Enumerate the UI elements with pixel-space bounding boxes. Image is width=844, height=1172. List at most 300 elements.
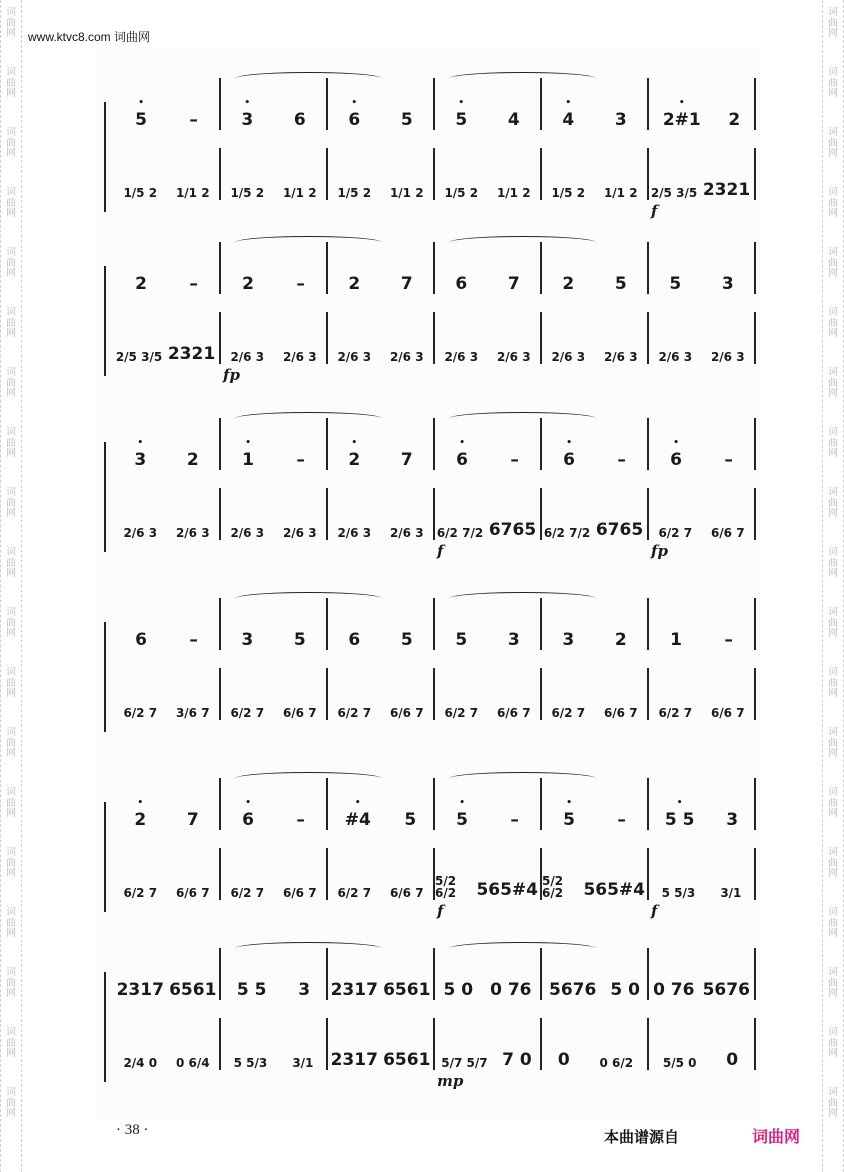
chord-group: 5 5/3 [233,1056,268,1071]
side-watermark-group [1,480,21,540]
note: 3 [241,630,254,650]
slur-mark [235,592,382,605]
side-watermark-char: 网 [828,988,838,999]
dynamic-marking: f [651,202,658,220]
accompaniment-line [102,488,760,540]
chord-group: 2/6 3 [658,350,693,365]
side-watermark-group [823,300,843,360]
chord-group: 6/2 7 [337,886,372,901]
side-watermark-group [823,480,843,540]
chord-group: 2/6 3 [282,526,317,541]
note: 2 [186,450,199,470]
side-watermark-char: 词 [6,427,16,438]
chord-group: 5/5 0 [662,1056,697,1071]
side-watermark-char: 曲 [6,497,16,509]
side-watermark-char: 词 [6,7,16,18]
side-watermark-char: 曲 [828,677,838,689]
sustain-dash: – [617,450,626,470]
side-watermark-group [823,240,843,300]
side-watermark-group [823,0,843,60]
note: 0 [557,1050,570,1070]
chord-group: 2/6 3 [389,350,424,365]
chord-group: 6/2 7 [444,706,479,721]
side-watermark-char: 曲 [6,317,16,329]
score-system [96,418,760,568]
measure [435,148,542,200]
measure [221,1018,328,1070]
measure [221,418,328,470]
side-watermark-char: 词 [828,7,838,18]
side-watermark-group [1,600,21,660]
side-watermark-char: 词 [6,787,16,798]
measure [649,148,756,200]
side-watermark-char: 网 [828,928,838,939]
melody-line [102,948,760,1000]
measure [221,148,328,200]
slur-mark [449,72,596,85]
measure [221,78,328,130]
note: 5 [400,630,413,650]
measure [542,488,649,540]
side-watermark-char: 网 [828,688,838,699]
note: • 5 [133,110,149,130]
chord-group: 1/1 2 [603,186,638,201]
side-watermark-char: 词 [828,487,838,498]
measure [114,668,221,720]
note: • 6 [668,450,684,470]
measure [435,488,542,540]
chord-group: 6/6 7 [282,886,317,901]
note: 3 [562,630,575,650]
note: 5 [669,274,682,294]
chord-group: 1/1 2 [282,186,317,201]
side-watermark-char: 词 [6,727,16,738]
note: 7 [400,274,413,294]
side-watermark-char: 网 [828,388,838,399]
side-watermark-char: 网 [6,508,16,519]
side-watermark-char: 曲 [6,137,16,149]
right-watermark-strip [822,0,844,1172]
measure [649,312,756,364]
side-watermark-char: 曲 [828,377,838,389]
side-watermark-char: 曲 [6,17,16,29]
measure [328,312,435,364]
measure [328,778,435,830]
side-watermark-group [1,180,21,240]
measure [542,598,649,650]
measure [435,948,542,1000]
sustain-dash: – [617,810,626,830]
side-watermark-char: 曲 [6,197,16,209]
slur-mark [449,592,596,605]
measure [221,488,328,540]
side-watermark-char: 网 [6,808,16,819]
measure [328,418,435,470]
dynamic-marking: fp [651,542,668,560]
side-watermark-char: 网 [6,328,16,339]
chord-group: 6/6 7 [175,886,210,901]
measure [435,1018,542,1070]
chord-group: 3/1 [720,886,742,901]
side-watermark-char: 网 [828,1108,838,1119]
measure [542,242,649,294]
note: 2 [614,630,627,650]
accompaniment-line [102,848,760,900]
note: 5 [614,274,627,294]
chord-group: 2/6 3 [337,526,372,541]
side-watermark-group [823,420,843,480]
side-watermark-char: 曲 [828,917,838,929]
chord-group: 5/2 6/2 [435,873,457,901]
side-watermark-group [1,360,21,420]
note: 6 [348,630,361,650]
measure [542,418,649,470]
side-watermark-char: 网 [828,448,838,459]
chord-group: 6/2 7 [230,706,265,721]
note: 7 0 [502,1050,532,1070]
side-watermark-char: 网 [6,988,16,999]
sustain-dash: – [296,274,305,294]
slur-mark [235,72,382,85]
measure [114,488,221,540]
side-watermark-char: 网 [828,868,838,879]
side-watermark-char: 词 [828,847,838,858]
side-watermark-char: 词 [828,667,838,678]
slur-mark [235,236,382,249]
side-watermark-group [823,720,843,780]
side-watermark-char: 词 [828,307,838,318]
sustain-dash: – [296,450,305,470]
note: 565#4 [476,880,538,900]
measure [649,668,756,720]
side-watermark-char: 网 [6,1108,16,1119]
note: 0 76 [653,980,695,1000]
note: • 6 [454,450,470,470]
sustain-dash: – [189,630,198,650]
score-system [96,242,760,392]
side-watermark-char: 网 [6,928,16,939]
note: 2321 [167,344,216,364]
side-watermark-char: 曲 [828,317,838,329]
side-watermark-group [823,60,843,120]
note: • #4 [343,810,373,830]
side-watermark-char: 网 [6,268,16,279]
slur-mark [235,942,382,955]
measure [435,78,542,130]
side-watermark-group [1,1080,21,1140]
side-watermark-char: 词 [6,307,16,318]
note: 3 [507,630,520,650]
source-label: 本曲谱源自 [604,1128,680,1146]
sustain-dash: – [189,110,198,130]
side-watermark-char: 词 [6,247,16,258]
side-watermark-char: 词 [828,67,838,78]
measure [542,78,649,130]
side-watermark-char: 曲 [828,257,838,269]
side-watermark-char: 网 [828,88,838,99]
melody-line [102,598,760,650]
note: 1 [670,630,682,650]
side-watermark-char: 词 [828,1027,838,1038]
side-watermark-char: 网 [6,28,16,39]
side-watermark-char: 词 [828,907,838,918]
chord-group: 2/6 3 [230,350,265,365]
measure [435,312,542,364]
side-watermark-char: 词 [6,127,16,138]
side-watermark-group [823,1020,843,1080]
side-watermark-char: 词 [6,1027,16,1038]
accompaniment-line [102,312,760,364]
side-watermark-char: 词 [6,487,16,498]
measure [328,848,435,900]
melody-line [102,418,760,470]
note: 2317 [116,980,164,1000]
chord-group: 6/6 7 [710,526,745,541]
side-watermark-group [1,1020,21,1080]
note: 6 [455,274,468,294]
note: 4 [507,110,520,130]
dynamic-marking: f [437,902,444,920]
measure [542,668,649,720]
measure [114,242,221,294]
note: 2 [135,274,147,294]
measure [649,78,756,130]
chord-group: 3/1 [292,1056,314,1071]
note: • 2 [132,810,148,830]
measure [114,598,221,650]
note: 6765 [595,520,644,540]
side-watermark-char: 曲 [6,1097,16,1109]
measure [649,488,756,540]
side-watermark-char: 词 [6,667,16,678]
chord-group: 1/5 2 [444,186,479,201]
side-watermark-group [1,840,21,900]
chord-group: 5 5/3 [661,886,696,901]
side-watermark-group [1,240,21,300]
side-watermark-char: 词 [6,67,16,78]
side-watermark-char: 词 [828,127,838,138]
side-watermark-char: 词 [828,187,838,198]
chord-group: 2/6 3 [123,526,158,541]
note: 5676 [549,980,597,1000]
measure [542,148,649,200]
chord-group: 2/6 3 [282,350,317,365]
score-system [96,78,760,228]
measure [328,78,435,130]
side-watermark-char: 网 [6,568,16,579]
slur-mark [449,942,596,955]
note: • 6 [346,110,362,130]
measure [221,668,328,720]
note: 3 [614,110,627,130]
measure [328,488,435,540]
note: • 2#1 [661,110,703,130]
side-watermark-char: 网 [828,208,838,219]
side-watermark-char: 曲 [828,197,838,209]
side-watermark-char: 曲 [6,557,16,569]
chord-group: 6/2 7/2 [436,526,484,541]
slur-mark [449,412,596,425]
chord-group: 1/1 2 [175,186,210,201]
side-watermark-char: 网 [6,748,16,759]
dynamic-marking: f [437,542,444,560]
slur-mark [449,236,596,249]
measure [435,418,542,470]
side-watermark-char: 网 [828,568,838,579]
side-watermark-char: 曲 [6,977,16,989]
side-watermark-char: 曲 [6,797,16,809]
measure [328,598,435,650]
side-watermark-char: 网 [828,808,838,819]
note: 5 [400,110,413,130]
note: 6561 [383,980,431,1000]
chord-group: 5/7 5/7 [441,1056,488,1071]
side-watermark-char: 词 [6,967,16,978]
note: 7 [186,810,199,830]
chord-group: 2/6 3 [496,350,531,365]
dynamic-marking: fp [223,366,240,384]
chord-group: 6/6 7 [389,706,424,721]
dynamic-marking: mp [437,1072,464,1090]
side-watermark-group [1,660,21,720]
note: 7 [507,274,520,294]
side-watermark-group [823,180,843,240]
side-watermark-char: 词 [828,787,838,798]
side-watermark-char: 词 [828,547,838,558]
side-watermark-group [1,0,21,60]
page-number: · 38 · [116,1122,149,1138]
note: • 5 [454,810,470,830]
side-watermark-char: 曲 [6,737,16,749]
note: • 5 5 [663,810,697,830]
chord-group: 1/5 2 [123,186,158,201]
chord-group: 1/1 2 [496,186,531,201]
measure [435,242,542,294]
note: 3 [298,980,311,1000]
side-watermark-char: 词 [828,727,838,738]
chord-group: 5/2 6/2 [542,873,564,901]
measure [435,778,542,830]
side-watermark-group [823,120,843,180]
side-watermark-group [1,960,21,1020]
note: 3 [721,274,734,294]
note: 5 [404,810,417,830]
side-watermark-char: 网 [6,448,16,459]
side-watermark-char: 词 [828,247,838,258]
score-system [96,948,760,1098]
side-watermark-char: 词 [828,967,838,978]
melody-line [102,778,760,830]
chord-group: 2/6 3 [230,526,265,541]
score-system [96,778,760,928]
source-logo: 词曲网 [752,1127,801,1146]
measure [221,312,328,364]
side-watermark-group [823,540,843,600]
note: 2 [242,274,254,294]
side-watermark-group [823,900,843,960]
note: • 6 [240,810,256,830]
site-watermark-url: www.ktvc8.com 词曲网 [28,30,151,44]
measure [435,668,542,720]
chord-group: 6/2 7 [230,886,265,901]
chord-group: 2/5 3/5 [650,186,698,201]
side-watermark-char: 网 [6,1048,16,1059]
note: 2 [348,274,361,294]
side-watermark-char: 曲 [6,437,16,449]
note: 2317 [330,980,378,1000]
side-watermark-char: 曲 [828,857,838,869]
chord-group: 2/6 3 [175,526,210,541]
chord-group: 2/6 3 [551,350,586,365]
chord-group: 6/2 7 [551,706,586,721]
note: • 5 [453,110,469,130]
side-watermark-group [1,540,21,600]
measure [328,668,435,720]
accompaniment-line [102,668,760,720]
side-watermark-char: 网 [828,148,838,159]
chord-group: 0 6/4 [175,1056,210,1071]
chord-group: 6/6 7 [282,706,317,721]
measure [114,778,221,830]
side-watermark-char: 网 [828,508,838,519]
sustain-dash: – [189,274,198,294]
slur-mark [235,772,382,785]
side-watermark-group [823,960,843,1020]
side-watermark-char: 曲 [828,137,838,149]
slur-mark [449,772,596,785]
chord-group: 2/4 0 [123,1056,158,1071]
chord-group: 6/2 7 [123,886,158,901]
side-watermark-group [823,1080,843,1140]
chord-group: 1/5 2 [337,186,372,201]
side-watermark-group [1,900,21,960]
note: 2 [562,274,575,294]
side-watermark-char: 网 [6,628,16,639]
measure [114,418,221,470]
measure [221,242,328,294]
side-watermark-char: 词 [6,367,16,378]
chord-group: 6/2 7 [123,706,158,721]
chord-group: 2/6 3 [603,350,638,365]
measure [542,312,649,364]
measure [649,598,756,650]
side-watermark-char: 曲 [828,797,838,809]
note: 0 76 [490,980,532,1000]
note: 2321 [702,180,751,200]
measure [114,1018,221,1070]
accompaniment-line [102,148,760,200]
chord-group: 1/5 2 [551,186,586,201]
side-watermark-char: 词 [828,1087,838,1098]
side-watermark-char: 曲 [828,1037,838,1049]
side-watermark-char: 网 [828,328,838,339]
side-watermark-char: 网 [6,208,16,219]
side-watermark-char: 网 [6,688,16,699]
chord-group: 2/5 3/5 [115,350,163,365]
note: 5 0 [443,980,474,1000]
measure [328,948,435,1000]
measure [114,848,221,900]
note: • 3 [132,450,148,470]
accompaniment-line [102,1018,760,1070]
measure [649,418,756,470]
note: • 5 [561,810,577,830]
chord-group: 2/6 3 [337,350,372,365]
measure [221,848,328,900]
melody-line [102,78,760,130]
side-watermark-char: 网 [828,28,838,39]
side-watermark-char: 网 [828,1048,838,1059]
